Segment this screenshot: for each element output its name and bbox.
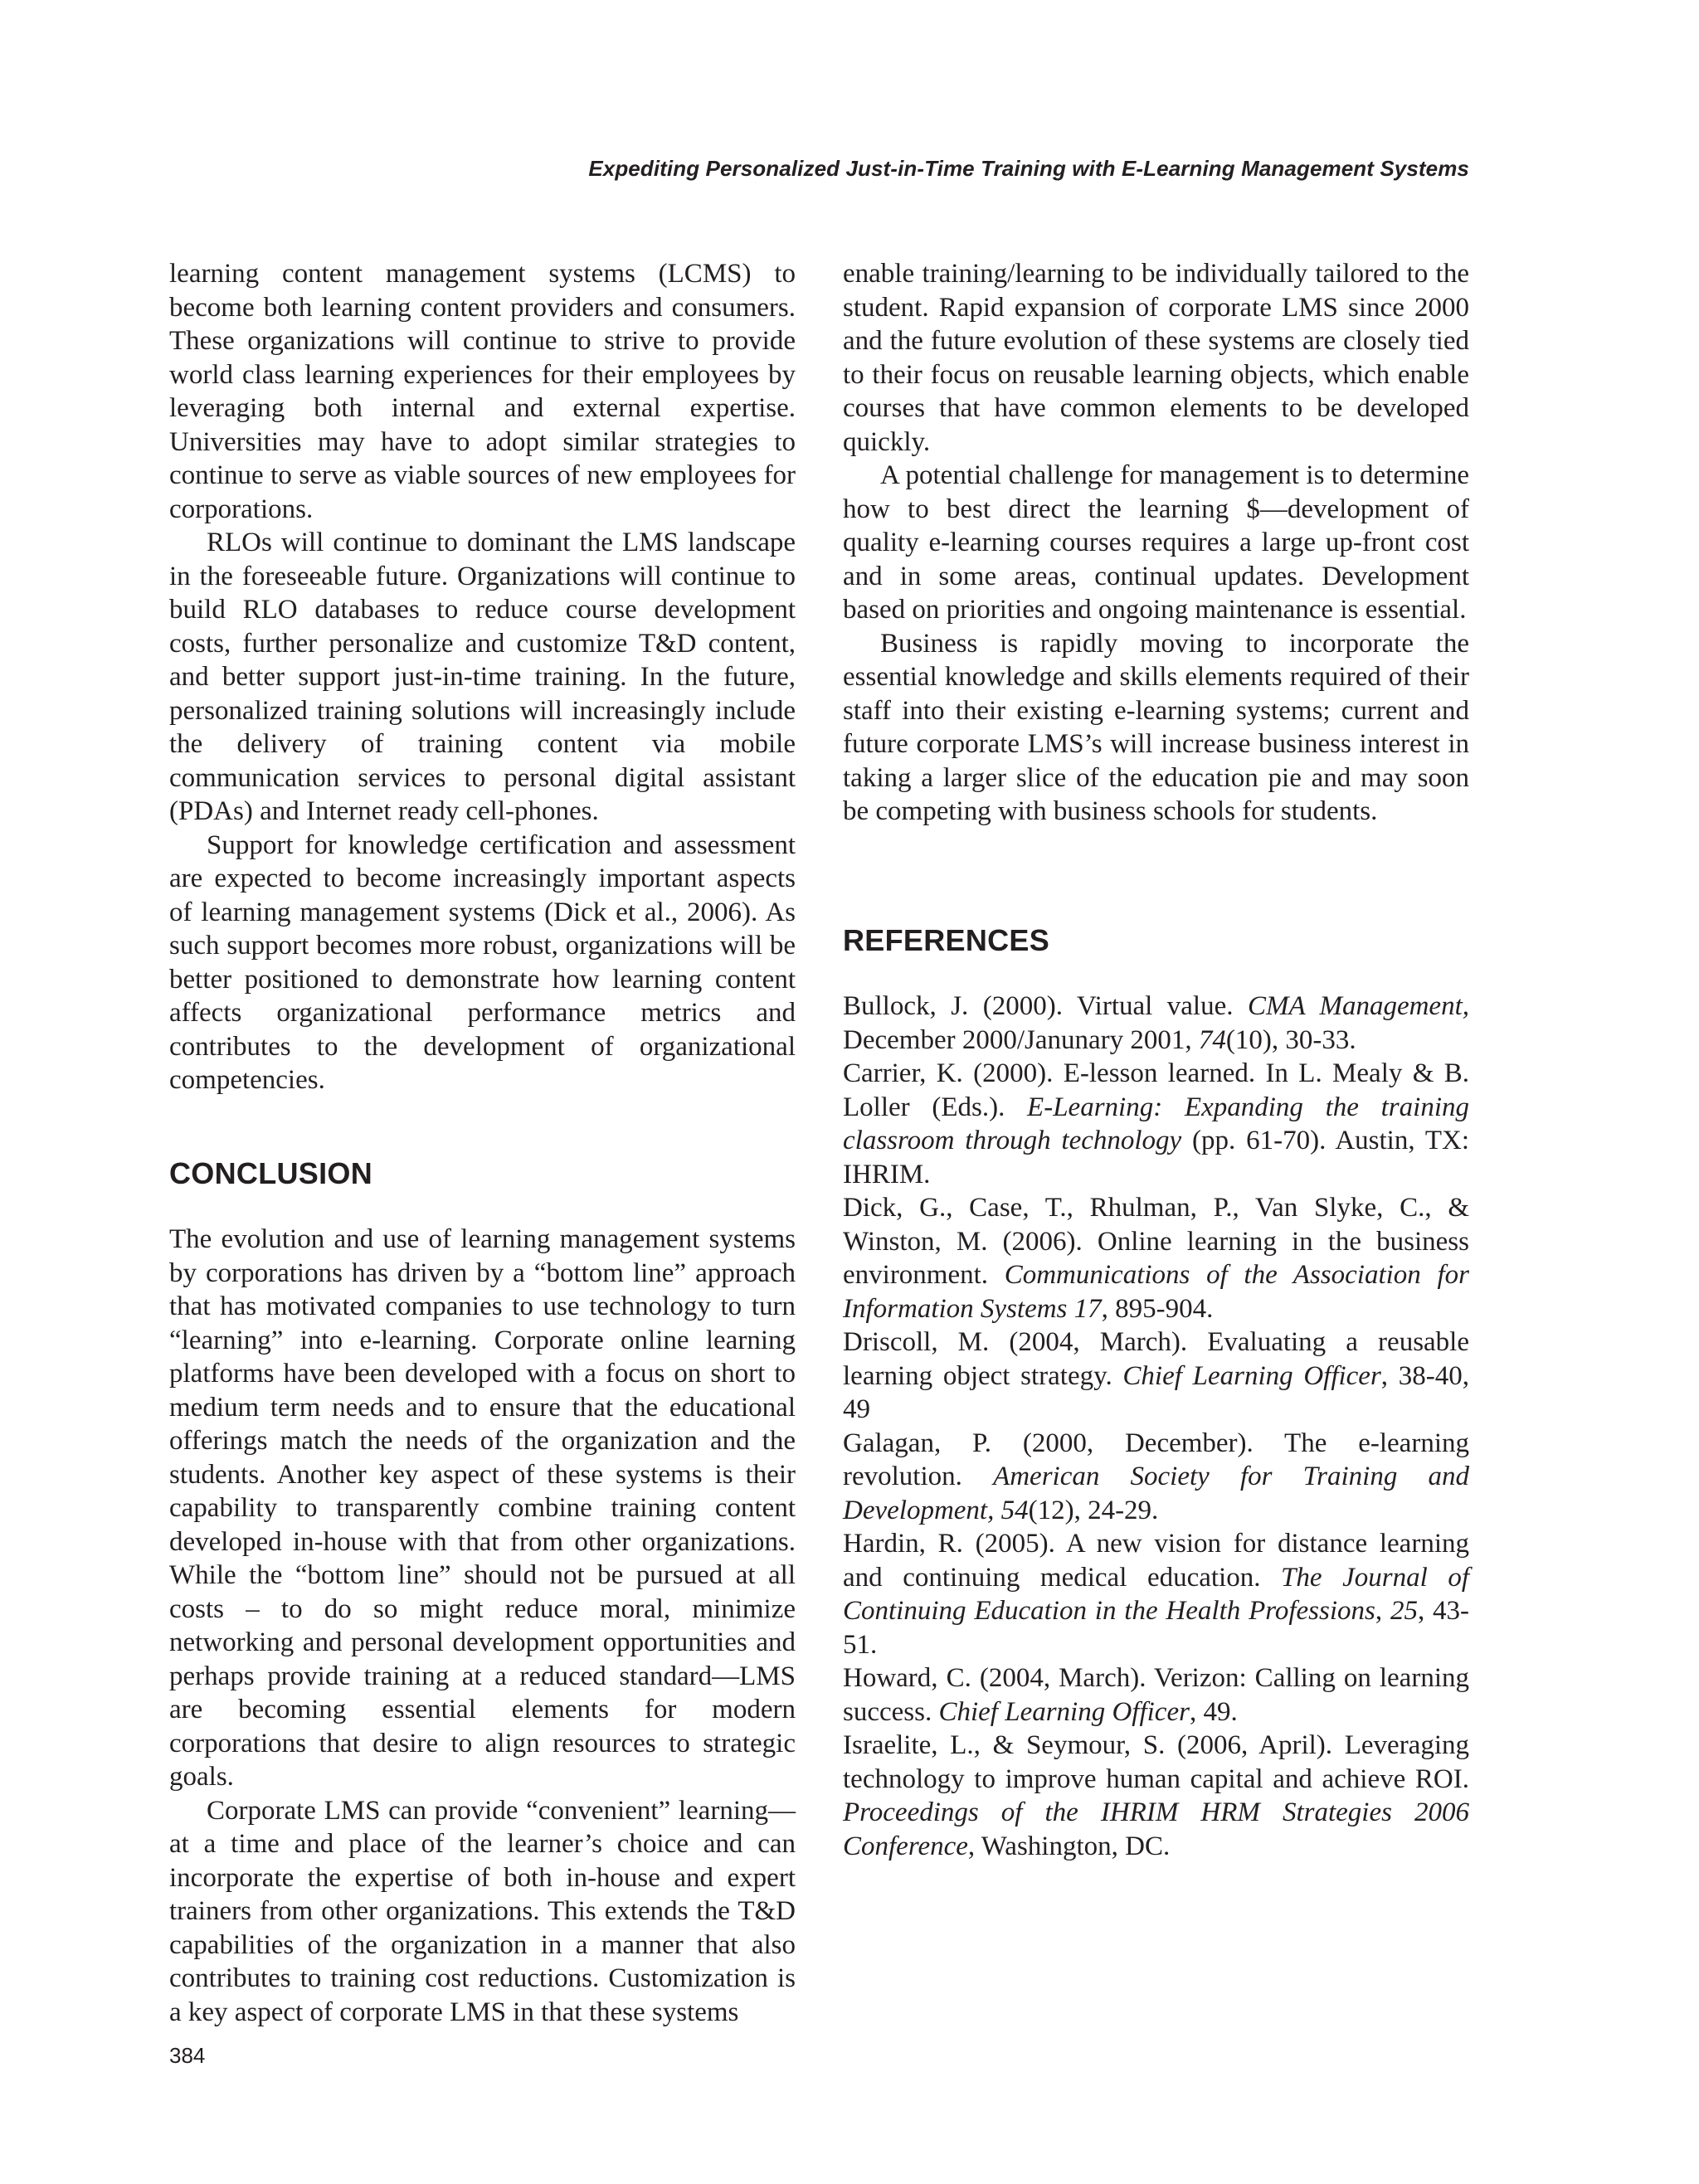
paragraph: The evolution and use of learning management systems by corporations has driven by a “bottom line” approach that has motivated companies to use technology to turn “learning” into e-learning. Corporate online learning platforms have been developed with a focus on short to medium term needs and to ensure that the educational offerings match the needs of the organization and the students. Another key aspect of these systems is their capability to transparently combine training content developed in-house with that from other organizations. While the “bottom line” should not be pursued at all costs – to do so might reduce moral, minimize networking and personal development opportunities and perhaps provide training at a reduced standard—LMS are becoming essential elements for modern corporations that desire to align resources to strategic goals.: [169, 1224, 796, 1792]
reference-item: Howard, C. (2004, March). Verizon: Calling on learning success. Chief Learning Officer, 49.: [843, 1663, 1469, 1727]
paragraph: RLOs will continue to dominant the LMS landscape in the foreseeable future. Organizations will continue to build RLO databases to reduce course development costs, further personalize and customize T&D content, and better support just-in-time training. In the future, personalized training solutions will increasingly include the delivery of training content via mobile communication services to personal digital assistant (PDAs) and Internet ready cell-phones.: [169, 528, 796, 826]
reference-item: Bullock, J. (2000). Virtual value. CMA Management, December 2000/Janunary 2001, 74(10), 30-33.: [843, 991, 1469, 1055]
paragraph: Business is rapidly moving to incorporate the essential knowledge and skills elements required of their staff into their existing e-learning systems; current and future corporate LMS’s will increase business interest in taking a larger slice of the education pie and may soon be competing with business schools for students.: [843, 628, 1469, 826]
paragraph: A potential challenge for management is to determine how to best direct the learning $—development of quality e-learning courses requires a large up-front cost and in some areas, continual updates. Development based on priorities and ongoing maintenance is essential.: [843, 460, 1469, 625]
left-column: [169, 257, 796, 2027]
page-number: 384: [169, 2043, 206, 2068]
reference-item: Driscoll, M. (2004, March). Evaluating a reusable learning object strategy. Chief Learning Officer, 38-40, 49: [843, 1327, 1469, 1424]
reference-item: Hardin, R. (2005). A new vision for distance learning and continuing medical education. The Journal of Continuing Education in the Health Professions, 25, 43-51.: [843, 1529, 1470, 1660]
reference-list: [843, 990, 1469, 1863]
paragraph: Corporate LMS can provide “convenient” learning—at a time and place of the learner’s choice and can incorporate the expertise of both in-house and expert trainers from other organizations. This extends the T&D capabilities of the organization in a manner that also contributes to training cost reductions. Customization is a key aspect of corporate LMS in that these systems: [169, 1795, 796, 2027]
paragraph: learning content management systems (LCMS) to become both learning content providers and consumers. These organizations will continue to strive to provide world class learning experiences for their employees by leveraging both internal and external expertise. Universities may have to adopt similar strategies to continue to serve as viable sources of new employees for corporations.: [169, 259, 796, 524]
running-head: Expediting Personalized Just-in-Time Training with E-Learning Management Systems: [588, 156, 1469, 181]
paragraph: Support for knowledge certification and assessment are expected to become increasingly important aspects of learning management systems (Dick et al., 2006). As such support becomes more robust, organizations will be better positioned to demonstrate how learning content affects organizational performance metrics and contributes to the development of organizational competencies.: [169, 829, 796, 1095]
reference-item: Dick, G., Case, T., Rhulman, P., Van Slyke, C., & Winston, M. (2006). Online learning in the business environment. Communications of the Association for Information Systems 17, 895-904.: [843, 1193, 1469, 1324]
reference-item: Israelite, L., & Seymour, S. (2006, April). Leveraging technology to improve human capital and achieve ROI. Proceedings of the IHRIM HRM Strategies 2006 Conference, Washington, DC.: [843, 1730, 1469, 1861]
conclusion-heading: CONCLUSION: [169, 1156, 372, 1190]
right-column: [843, 257, 1470, 1861]
reference-item: Galagan, P. (2000, December). The e-learning revolution. American Society for Training and Development, 54(12), 24-29.: [843, 1428, 1469, 1525]
paragraph: enable training/learning to be individually tailored to the student. Rapid expansion of corporate LMS since 2000 and the future evolution of these systems are closely tied to their focus on reusable learning objects, which enable courses that have common elements to be developed quickly.: [843, 259, 1469, 457]
reference-item: Carrier, K. (2000). E-lesson learned. In L. Mealy & B. Loller (Eds.). E-Learning: Expanding the training classroom through technology (pp. 61-70). Austin, TX: IHRIM.: [843, 1058, 1469, 1189]
conclusion-body: [169, 1223, 796, 2029]
references-heading: REFERENCES: [843, 923, 1050, 957]
